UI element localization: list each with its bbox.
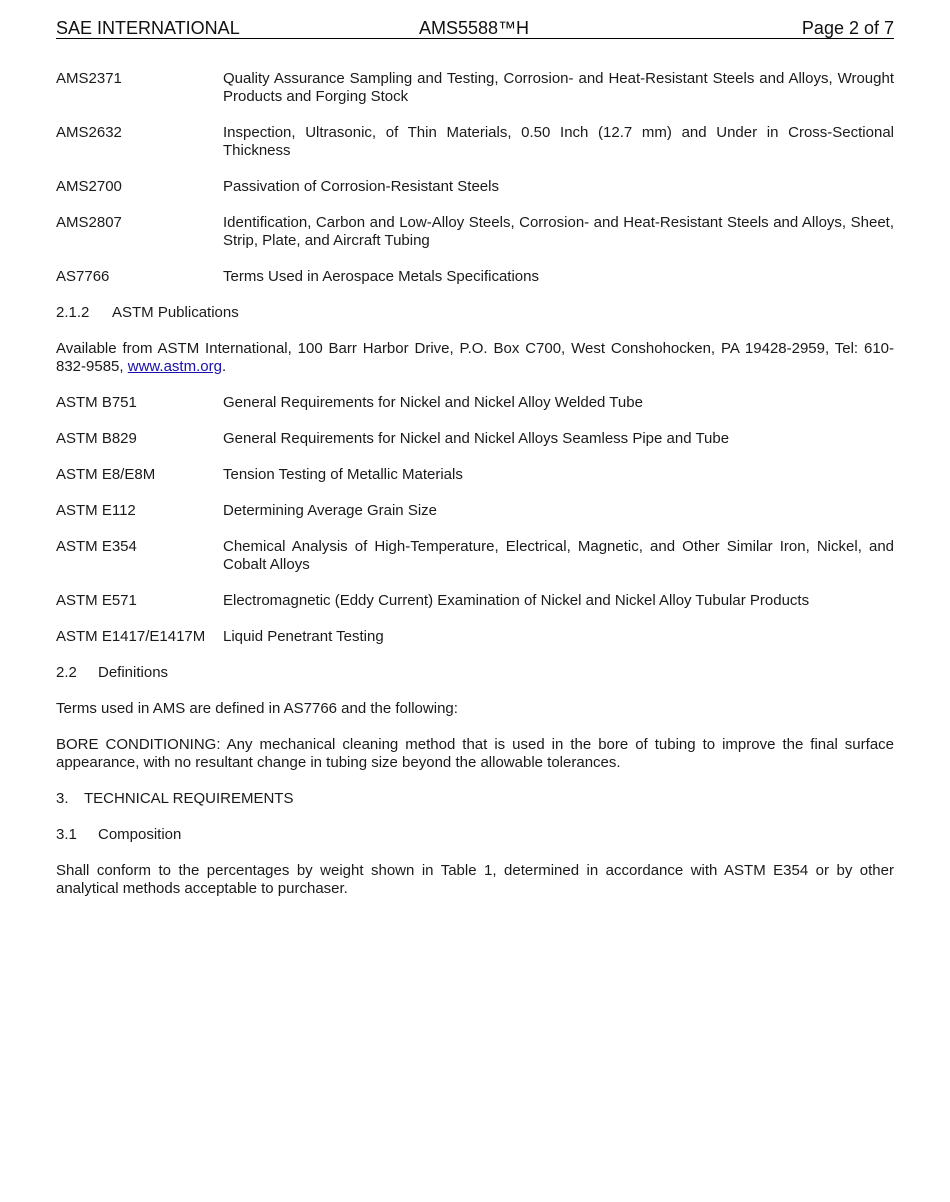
reference-title: Inspection, Ultrasonic, of Thin Materials, 0.50 Inch (12.7 mm) and Under in Cross-Sectional Thickness: [223, 124, 894, 159]
reference-row: [56, 466, 894, 484]
section-heading-definitions: [56, 664, 894, 682]
header-page-number: Page 2 of 7: [801, 18, 894, 38]
reference-code: AMS2371: [56, 70, 122, 87]
reference-row: [56, 394, 894, 412]
astm-website-link[interactable]: www.astm.org: [127, 358, 222, 375]
reference-row: [56, 178, 894, 196]
section-title: ASTM Publications: [112, 304, 239, 321]
reference-code: ASTM E571: [56, 592, 137, 609]
reference-title: Determining Average Grain Size: [223, 502, 437, 519]
reference-code: AMS2700: [56, 178, 122, 195]
section-heading-astm: [56, 304, 894, 322]
reference-title: Electromagnetic (Eddy Current) Examination of Nickel and Nickel Alloy Tubular Products: [223, 592, 810, 609]
reference-row: [56, 538, 894, 574]
reference-code: ASTM B829: [56, 430, 137, 447]
reference-row: [56, 214, 894, 250]
reference-code: AMS2807: [56, 214, 122, 231]
definitions-intro: Terms used in AMS are defined in AS7766 and the following:: [56, 700, 458, 717]
reference-row: [56, 628, 894, 646]
astm-reference-list: [56, 394, 894, 646]
composition-paragraph: Shall conform to the percentages by weight shown in Table 1, determined in accordance with ASTM E354 or by other analytical methods acceptable to purchaser.: [56, 862, 894, 897]
reference-row: [56, 268, 894, 286]
section-heading-technical: [56, 790, 894, 808]
section-title: TECHNICAL REQUIREMENTS: [84, 790, 294, 807]
reference-row: [56, 502, 894, 520]
reference-row: [56, 592, 894, 610]
section-title: Composition: [98, 826, 182, 843]
reference-code: AS7766: [56, 268, 110, 285]
reference-title: General Requirements for Nickel and Nickel Alloys Seamless Pipe and Tube: [223, 430, 730, 447]
reference-title: Tension Testing of Metallic Materials: [223, 466, 463, 483]
section-number: 3.1: [56, 826, 77, 843]
reference-code: ASTM E1417/E1417M: [56, 628, 206, 645]
reference-title: General Requirements for Nickel and Nickel Alloy Welded Tube: [223, 394, 643, 411]
section-heading-composition: [56, 826, 894, 844]
section-title: Definitions: [98, 664, 169, 681]
reference-row: [56, 430, 894, 448]
section-number: 2.2: [56, 664, 77, 681]
availability-text: Available from ASTM International, 100 Barr Harbor Drive, P.O. Box C700, West Conshohocken, PA 19428-2959, Tel: 610-832-9585,: [56, 340, 894, 375]
reference-code: ASTM E354: [56, 538, 137, 555]
reference-code: ASTM B751: [56, 394, 137, 411]
astm-availability-paragraph: [56, 340, 894, 376]
reference-title: Liquid Penetrant Testing: [223, 628, 384, 645]
reference-title: Quality Assurance Sampling and Testing, Corrosion- and Heat-Resistant Steels and Alloys, Wrought Products and Forging Stock: [223, 70, 894, 105]
bore-conditioning-definition: BORE CONDITIONING: Any mechanical cleaning method that is used in the bore of tubing to improve the final surface appearance, with no resultant change in tubing size beyond the allowable tolerances.: [56, 736, 894, 771]
reference-title: Terms Used in Aerospace Metals Specifications: [223, 268, 539, 285]
reference-title: Chemical Analysis of High-Temperature, Electrical, Magnetic, and Other Similar Iron, Nickel, and Cobalt Alloys: [223, 538, 894, 573]
reference-code: ASTM E112: [56, 502, 136, 519]
section-number: 2.1.2: [56, 304, 90, 321]
section-number: 3.: [56, 790, 69, 807]
reference-code: AMS2632: [56, 124, 122, 141]
header-doc-id: AMS5588™H: [419, 18, 530, 38]
document-body: [56, 70, 894, 916]
sae-reference-list: [56, 70, 894, 286]
reference-code: ASTM E8/E8M: [56, 466, 156, 483]
reference-title: Identification, Carbon and Low-Alloy Steels, Corrosion- and Heat-Resistant Steels and Alloys, Sheet, Strip, Plate, and Aircraft Tubing: [223, 214, 894, 249]
reference-row: [56, 124, 894, 160]
page-header: [56, 18, 894, 39]
header-org: SAE INTERNATIONAL: [56, 18, 240, 38]
reference-row: [56, 70, 894, 106]
reference-title: Passivation of Corrosion-Resistant Steels: [223, 178, 499, 195]
availability-period: .: [221, 358, 227, 375]
